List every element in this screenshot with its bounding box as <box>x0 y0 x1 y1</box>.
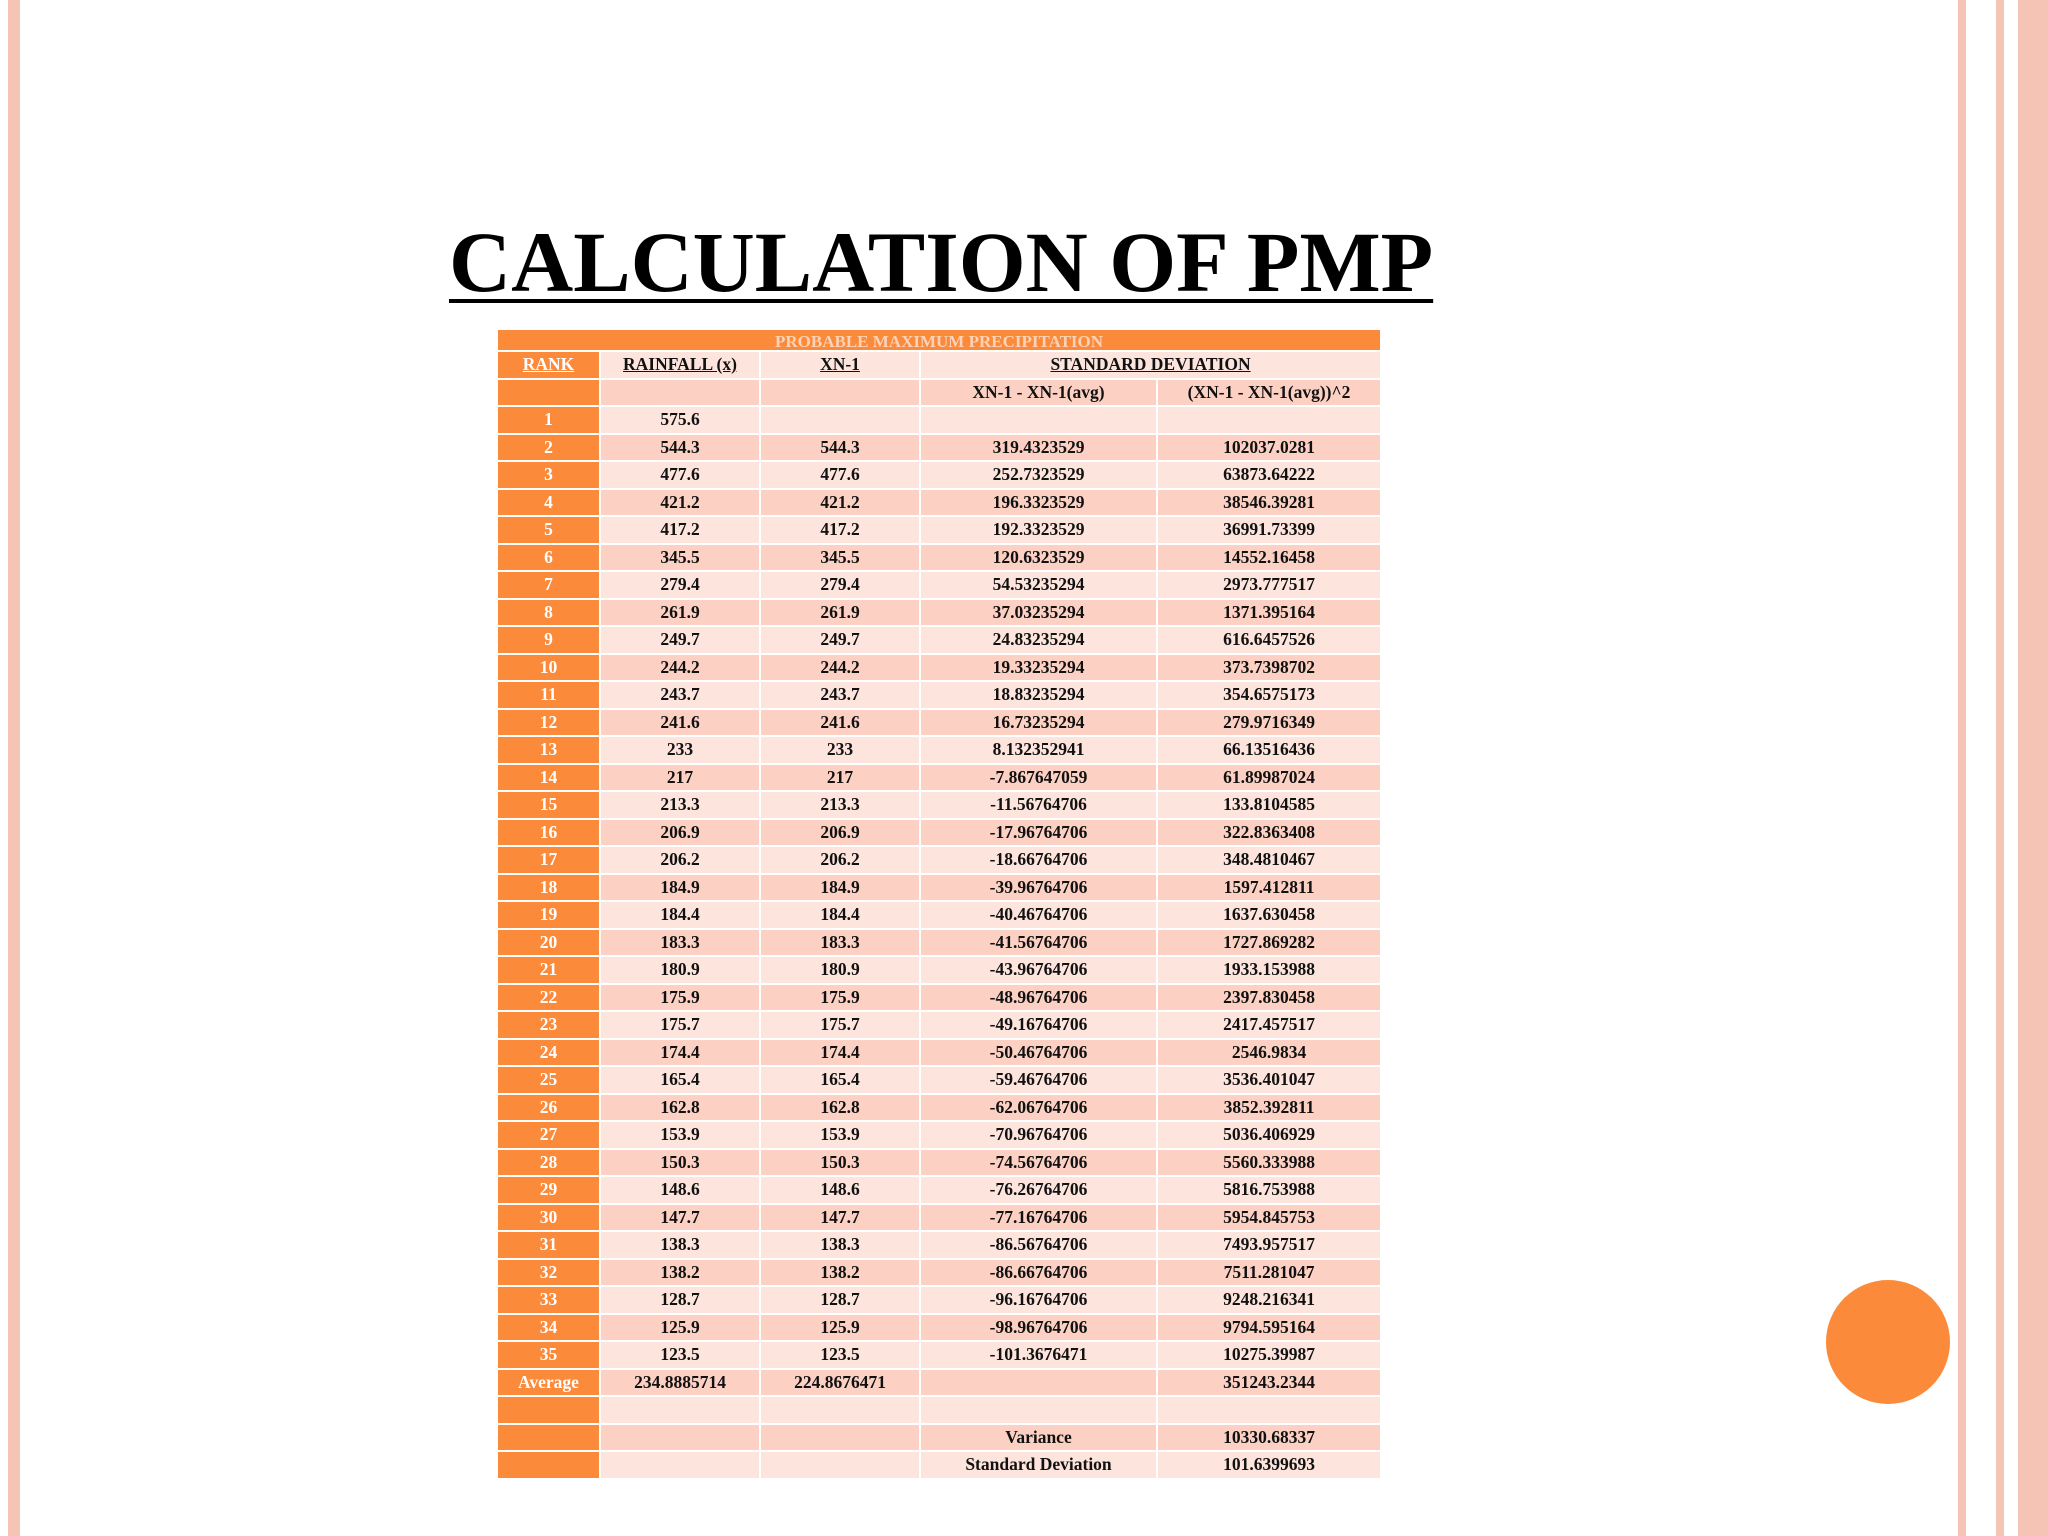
cell-rainfall: 249.7 <box>600 626 760 654</box>
cell-rank: 35 <box>497 1341 600 1369</box>
cell-deviation-squared: 36991.73399 <box>1157 516 1381 544</box>
cell-deviation: -48.96764706 <box>920 984 1157 1012</box>
cell-xn1: 162.8 <box>760 1094 920 1122</box>
cell-deviation-squared <box>1157 406 1381 434</box>
cell-xn1: 153.9 <box>760 1121 920 1149</box>
cell-rainfall: 184.4 <box>600 901 760 929</box>
cell-xn1: 544.3 <box>760 434 920 462</box>
stddev-rainfall-empty <box>600 1451 760 1479</box>
table-banner: PROBABLE MAXIMUM PRECIPITATION <box>497 329 1381 351</box>
table-row <box>497 791 1381 819</box>
cell-rank: 33 <box>497 1286 600 1314</box>
cell-deviation: -70.96764706 <box>920 1121 1157 1149</box>
blank-rank <box>497 1396 600 1424</box>
cell-rank: 31 <box>497 1231 600 1259</box>
blank-xn1 <box>760 1396 920 1424</box>
right-border-stripe-3 <box>2018 0 2048 1536</box>
cell-xn1: 243.7 <box>760 681 920 709</box>
cell-deviation-squared: 5560.333988 <box>1157 1149 1381 1177</box>
subheader-xn1-empty <box>760 379 920 407</box>
cell-rank: 29 <box>497 1176 600 1204</box>
table-row <box>497 874 1381 902</box>
cell-deviation-squared: 9248.216341 <box>1157 1286 1381 1314</box>
header-rainfall: RAINFALL (x) <box>600 351 760 379</box>
cell-deviation-squared: 322.8363408 <box>1157 819 1381 847</box>
cell-rainfall: 279.4 <box>600 571 760 599</box>
cell-deviation: -101.3676471 <box>920 1341 1157 1369</box>
cell-deviation-squared: 354.6575173 <box>1157 681 1381 709</box>
cell-rainfall: 138.3 <box>600 1231 760 1259</box>
cell-deviation: -76.26764706 <box>920 1176 1157 1204</box>
table-row <box>497 1314 1381 1342</box>
table-row <box>497 406 1381 434</box>
cell-rainfall: 153.9 <box>600 1121 760 1149</box>
cell-xn1: 206.9 <box>760 819 920 847</box>
variance-rainfall-empty <box>600 1424 760 1452</box>
cell-deviation: -41.56764706 <box>920 929 1157 957</box>
cell-rank: 27 <box>497 1121 600 1149</box>
cell-xn1: 138.3 <box>760 1231 920 1259</box>
cell-xn1: 125.9 <box>760 1314 920 1342</box>
average-deviation-empty <box>920 1369 1157 1397</box>
cell-rainfall: 150.3 <box>600 1149 760 1177</box>
cell-rank: 3 <box>497 461 600 489</box>
table-row <box>497 1341 1381 1369</box>
cell-deviation <box>920 406 1157 434</box>
table-row <box>497 571 1381 599</box>
table-row <box>497 654 1381 682</box>
cell-deviation-squared: 133.8104585 <box>1157 791 1381 819</box>
cell-rainfall: 261.9 <box>600 599 760 627</box>
cell-rainfall: 162.8 <box>600 1094 760 1122</box>
table-row <box>497 846 1381 874</box>
cell-deviation: -77.16764706 <box>920 1204 1157 1232</box>
header-xn1: XN-1 <box>760 351 920 379</box>
cell-xn1: 128.7 <box>760 1286 920 1314</box>
cell-deviation: 319.4323529 <box>920 434 1157 462</box>
cell-xn1: 279.4 <box>760 571 920 599</box>
cell-deviation: -49.16764706 <box>920 1011 1157 1039</box>
cell-rank: 19 <box>497 901 600 929</box>
blank-row <box>497 1396 1381 1424</box>
blank-deviation <box>920 1396 1157 1424</box>
table-row <box>497 929 1381 957</box>
cell-rainfall: 175.9 <box>600 984 760 1012</box>
cell-xn1: 244.2 <box>760 654 920 682</box>
cell-deviation: 37.03235294 <box>920 599 1157 627</box>
cell-deviation: -18.66764706 <box>920 846 1157 874</box>
cell-rank: 11 <box>497 681 600 709</box>
cell-xn1: 150.3 <box>760 1149 920 1177</box>
variance-row <box>497 1424 1381 1452</box>
table-row <box>497 1204 1381 1232</box>
cell-deviation-squared: 1597.412811 <box>1157 874 1381 902</box>
cell-rainfall: 206.9 <box>600 819 760 847</box>
cell-rainfall: 244.2 <box>600 654 760 682</box>
cell-xn1: 261.9 <box>760 599 920 627</box>
table-row <box>497 1039 1381 1067</box>
cell-deviation: -39.96764706 <box>920 874 1157 902</box>
cell-deviation-squared: 3536.401047 <box>1157 1066 1381 1094</box>
table-row <box>497 681 1381 709</box>
cell-rank: 20 <box>497 929 600 957</box>
variance-label: Variance <box>920 1424 1157 1452</box>
cell-rainfall: 165.4 <box>600 1066 760 1094</box>
cell-rank: 13 <box>497 736 600 764</box>
table-row <box>497 1176 1381 1204</box>
cell-rank: 10 <box>497 654 600 682</box>
cell-deviation: 196.3323529 <box>920 489 1157 517</box>
cell-deviation: -74.56764706 <box>920 1149 1157 1177</box>
average-label: Average <box>497 1369 600 1397</box>
standard-deviation-row <box>497 1451 1381 1479</box>
table-subheader-row <box>497 379 1381 407</box>
cell-rank: 6 <box>497 544 600 572</box>
cell-rank: 23 <box>497 1011 600 1039</box>
page-title: CALCULATION OF PMP <box>449 214 1434 310</box>
cell-rank: 18 <box>497 874 600 902</box>
cell-rainfall: 148.6 <box>600 1176 760 1204</box>
cell-rainfall: 174.4 <box>600 1039 760 1067</box>
cell-deviation: 252.7323529 <box>920 461 1157 489</box>
cell-deviation-squared: 1637.630458 <box>1157 901 1381 929</box>
cell-xn1: 206.2 <box>760 846 920 874</box>
cell-rank: 25 <box>497 1066 600 1094</box>
cell-rainfall: 206.2 <box>600 846 760 874</box>
subheader-rainfall-empty <box>600 379 760 407</box>
header-standard-deviation: STANDARD DEVIATION <box>920 351 1381 379</box>
table-row <box>497 516 1381 544</box>
cell-rank: 15 <box>497 791 600 819</box>
stddev-rank-empty <box>497 1451 600 1479</box>
table-row <box>497 956 1381 984</box>
cell-rainfall: 421.2 <box>600 489 760 517</box>
cell-deviation: 192.3323529 <box>920 516 1157 544</box>
cell-rainfall: 417.2 <box>600 516 760 544</box>
cell-xn1: 213.3 <box>760 791 920 819</box>
cell-deviation-squared: 279.9716349 <box>1157 709 1381 737</box>
table-row <box>497 1259 1381 1287</box>
cell-rank: 16 <box>497 819 600 847</box>
cell-deviation: 16.73235294 <box>920 709 1157 737</box>
cell-rank: 8 <box>497 599 600 627</box>
table-row <box>497 1011 1381 1039</box>
variance-xn1-empty <box>760 1424 920 1452</box>
cell-rank: 24 <box>497 1039 600 1067</box>
cell-rainfall: 125.9 <box>600 1314 760 1342</box>
cell-deviation: 18.83235294 <box>920 681 1157 709</box>
cell-deviation: 19.33235294 <box>920 654 1157 682</box>
cell-rainfall: 128.7 <box>600 1286 760 1314</box>
stddev-value: 101.6399693 <box>1157 1451 1381 1479</box>
cell-rainfall: 575.6 <box>600 406 760 434</box>
cell-rainfall: 123.5 <box>600 1341 760 1369</box>
cell-rainfall: 213.3 <box>600 791 760 819</box>
cell-rank: 12 <box>497 709 600 737</box>
table-row <box>497 764 1381 792</box>
cell-rank: 9 <box>497 626 600 654</box>
cell-xn1: 138.2 <box>760 1259 920 1287</box>
left-border-stripe <box>8 0 20 1536</box>
subheader-deviation: XN-1 - XN-1(avg) <box>920 379 1157 407</box>
cell-deviation: -62.06764706 <box>920 1094 1157 1122</box>
cell-xn1 <box>760 406 920 434</box>
right-border-stripe-1 <box>1958 0 1966 1536</box>
cell-rainfall: 184.9 <box>600 874 760 902</box>
cell-rainfall: 180.9 <box>600 956 760 984</box>
cell-deviation: -11.56764706 <box>920 791 1157 819</box>
cell-deviation-squared: 7511.281047 <box>1157 1259 1381 1287</box>
pmp-table <box>496 328 1382 1480</box>
cell-deviation-squared: 2397.830458 <box>1157 984 1381 1012</box>
cell-deviation-squared: 1933.153988 <box>1157 956 1381 984</box>
stddev-xn1-empty <box>760 1451 920 1479</box>
average-deviation-squared: 351243.2344 <box>1157 1369 1381 1397</box>
cell-rainfall: 233 <box>600 736 760 764</box>
cell-xn1: 477.6 <box>760 461 920 489</box>
cell-rank: 7 <box>497 571 600 599</box>
cell-xn1: 217 <box>760 764 920 792</box>
variance-value: 10330.68337 <box>1157 1424 1381 1452</box>
cell-rainfall: 217 <box>600 764 760 792</box>
cell-xn1: 249.7 <box>760 626 920 654</box>
cell-xn1: 417.2 <box>760 516 920 544</box>
table-row <box>497 1066 1381 1094</box>
cell-rank: 26 <box>497 1094 600 1122</box>
table-row <box>497 1121 1381 1149</box>
cell-deviation-squared: 66.13516436 <box>1157 736 1381 764</box>
cell-xn1: 165.4 <box>760 1066 920 1094</box>
cell-deviation: 54.53235294 <box>920 571 1157 599</box>
cell-xn1: 175.7 <box>760 1011 920 1039</box>
right-border-stripe-2 <box>1996 0 2004 1536</box>
cell-rainfall: 243.7 <box>600 681 760 709</box>
stddev-label: Standard Deviation <box>920 1451 1157 1479</box>
cell-xn1: 184.9 <box>760 874 920 902</box>
cell-deviation-squared: 616.6457526 <box>1157 626 1381 654</box>
cell-xn1: 345.5 <box>760 544 920 572</box>
cell-rainfall: 183.3 <box>600 929 760 957</box>
cell-deviation-squared: 9794.595164 <box>1157 1314 1381 1342</box>
table-row <box>497 709 1381 737</box>
cell-deviation-squared: 373.7398702 <box>1157 654 1381 682</box>
cell-deviation: -59.46764706 <box>920 1066 1157 1094</box>
cell-deviation: -50.46764706 <box>920 1039 1157 1067</box>
cell-rank: 21 <box>497 956 600 984</box>
cell-deviation-squared: 2546.9834 <box>1157 1039 1381 1067</box>
table-row <box>497 434 1381 462</box>
cell-rank: 4 <box>497 489 600 517</box>
cell-deviation-squared: 38546.39281 <box>1157 489 1381 517</box>
cell-xn1: 184.4 <box>760 901 920 929</box>
cell-xn1: 183.3 <box>760 929 920 957</box>
cell-xn1: 241.6 <box>760 709 920 737</box>
table-banner-row <box>497 329 1381 351</box>
cell-xn1: 123.5 <box>760 1341 920 1369</box>
table-row <box>497 489 1381 517</box>
cell-rank: 17 <box>497 846 600 874</box>
table-row <box>497 901 1381 929</box>
cell-rank: 30 <box>497 1204 600 1232</box>
cell-deviation: -98.96764706 <box>920 1314 1157 1342</box>
cell-deviation-squared: 102037.0281 <box>1157 434 1381 462</box>
cell-rank: 22 <box>497 984 600 1012</box>
cell-rank: 32 <box>497 1259 600 1287</box>
table-row <box>497 599 1381 627</box>
cell-rainfall: 345.5 <box>600 544 760 572</box>
average-xn1: 224.8676471 <box>760 1369 920 1397</box>
blank-rainfall <box>600 1396 760 1424</box>
cell-deviation-squared: 348.4810467 <box>1157 846 1381 874</box>
cell-deviation: -43.96764706 <box>920 956 1157 984</box>
header-rank: RANK <box>497 351 600 379</box>
table-header-row <box>497 351 1381 379</box>
cell-xn1: 233 <box>760 736 920 764</box>
cell-deviation-squared: 5954.845753 <box>1157 1204 1381 1232</box>
cell-deviation-squared: 7493.957517 <box>1157 1231 1381 1259</box>
cell-deviation: -7.867647059 <box>920 764 1157 792</box>
subheader-rank-empty <box>497 379 600 407</box>
cell-deviation-squared: 2417.457517 <box>1157 1011 1381 1039</box>
subheader-deviation-squared: (XN-1 - XN-1(avg))^2 <box>1157 379 1381 407</box>
decorative-circle <box>1826 1280 1950 1404</box>
cell-xn1: 175.9 <box>760 984 920 1012</box>
cell-deviation-squared: 1727.869282 <box>1157 929 1381 957</box>
table-row <box>497 1149 1381 1177</box>
cell-deviation: -17.96764706 <box>920 819 1157 847</box>
cell-rank: 5 <box>497 516 600 544</box>
cell-rank: 14 <box>497 764 600 792</box>
cell-rank: 34 <box>497 1314 600 1342</box>
cell-deviation: 24.83235294 <box>920 626 1157 654</box>
cell-deviation-squared: 10275.39987 <box>1157 1341 1381 1369</box>
table-row <box>497 626 1381 654</box>
variance-rank-empty <box>497 1424 600 1452</box>
cell-xn1: 421.2 <box>760 489 920 517</box>
cell-deviation-squared: 5816.753988 <box>1157 1176 1381 1204</box>
table-row <box>497 819 1381 847</box>
cell-xn1: 174.4 <box>760 1039 920 1067</box>
cell-deviation-squared: 3852.392811 <box>1157 1094 1381 1122</box>
blank-squared <box>1157 1396 1381 1424</box>
table-row <box>497 1094 1381 1122</box>
cell-xn1: 147.7 <box>760 1204 920 1232</box>
table-row <box>497 1286 1381 1314</box>
cell-deviation: -86.66764706 <box>920 1259 1157 1287</box>
cell-rainfall: 544.3 <box>600 434 760 462</box>
table-row <box>497 461 1381 489</box>
cell-deviation-squared: 5036.406929 <box>1157 1121 1381 1149</box>
cell-deviation: -40.46764706 <box>920 901 1157 929</box>
cell-rainfall: 241.6 <box>600 709 760 737</box>
cell-deviation: -86.56764706 <box>920 1231 1157 1259</box>
cell-deviation-squared: 61.89987024 <box>1157 764 1381 792</box>
cell-rank: 28 <box>497 1149 600 1177</box>
table-row <box>497 984 1381 1012</box>
cell-rainfall: 175.7 <box>600 1011 760 1039</box>
table-row <box>497 544 1381 572</box>
cell-rank: 2 <box>497 434 600 462</box>
cell-rainfall: 147.7 <box>600 1204 760 1232</box>
table-row <box>497 736 1381 764</box>
cell-deviation: 120.6323529 <box>920 544 1157 572</box>
cell-deviation-squared: 63873.64222 <box>1157 461 1381 489</box>
cell-deviation-squared: 14552.16458 <box>1157 544 1381 572</box>
cell-rank: 1 <box>497 406 600 434</box>
average-rainfall: 234.8885714 <box>600 1369 760 1397</box>
average-row <box>497 1369 1381 1397</box>
cell-rainfall: 138.2 <box>600 1259 760 1287</box>
cell-deviation: 8.132352941 <box>920 736 1157 764</box>
cell-xn1: 148.6 <box>760 1176 920 1204</box>
cell-deviation-squared: 1371.395164 <box>1157 599 1381 627</box>
table-row <box>497 1231 1381 1259</box>
cell-rainfall: 477.6 <box>600 461 760 489</box>
cell-xn1: 180.9 <box>760 956 920 984</box>
cell-deviation-squared: 2973.777517 <box>1157 571 1381 599</box>
cell-deviation: -96.16764706 <box>920 1286 1157 1314</box>
